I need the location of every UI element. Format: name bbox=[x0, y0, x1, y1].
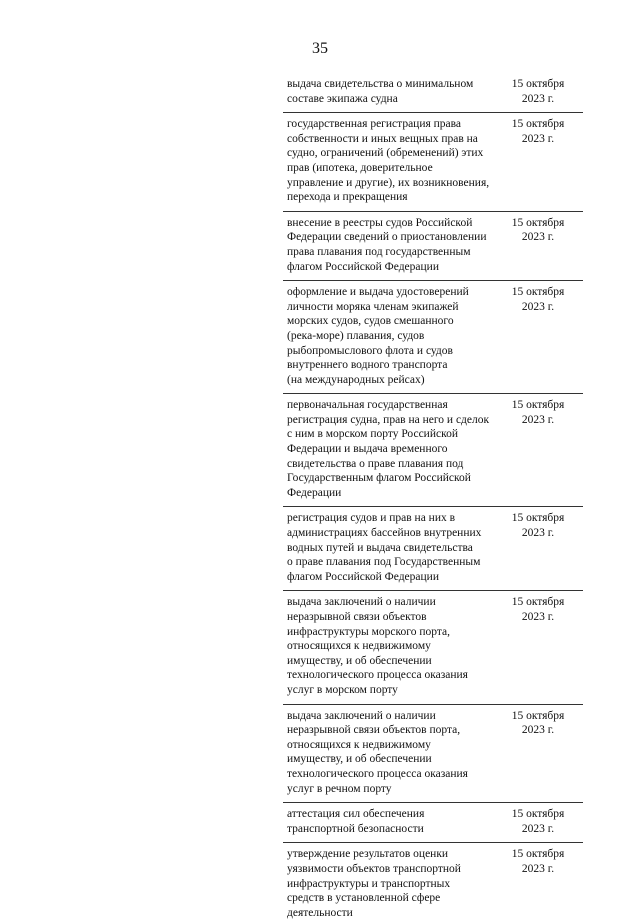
service-description bbox=[283, 77, 493, 106]
description-line: относящихся к недвижимому bbox=[287, 640, 431, 653]
description-line: свидетельства о праве плавания под bbox=[287, 457, 464, 470]
description-line: технологического процесса оказания bbox=[287, 669, 468, 682]
description-line: инфраструктуры морского порта, bbox=[287, 625, 450, 638]
service-description bbox=[283, 398, 493, 500]
table-row bbox=[283, 280, 583, 387]
date-day-month: 15 октября bbox=[511, 848, 565, 861]
description-line: оформление и выдача удостоверений bbox=[287, 286, 469, 299]
service-description bbox=[283, 847, 493, 920]
description-line: средств в установленной сфере bbox=[287, 892, 441, 905]
table-row bbox=[283, 506, 583, 584]
description-line: (на международных рейсах) bbox=[287, 373, 425, 386]
description-line: рыбопромыслового флота и судов bbox=[287, 344, 453, 357]
description-line: технологического процесса оказания bbox=[287, 767, 468, 780]
description-line: Государственным флагом Российской bbox=[287, 472, 471, 485]
deadline-date bbox=[493, 847, 583, 876]
description-line: Федерации и выдача временного bbox=[287, 443, 448, 456]
description-line: относящихся к недвижимому bbox=[287, 738, 431, 751]
table-row bbox=[283, 842, 583, 920]
deadline-date bbox=[493, 285, 583, 314]
table-row bbox=[283, 590, 583, 697]
service-description bbox=[283, 709, 493, 797]
deadline-date bbox=[493, 216, 583, 245]
description-line: морских судов, судов смешанного bbox=[287, 315, 454, 328]
date-year: 2023 г. bbox=[521, 231, 555, 244]
description-line: неразрывной связи объектов порта, bbox=[287, 724, 461, 737]
description-line: собственности и иных вещных прав на bbox=[287, 132, 478, 145]
description-line: государственная регистрация права bbox=[287, 118, 462, 131]
table-row bbox=[283, 704, 583, 797]
description-line: инфраструктуры и транспортных bbox=[287, 877, 451, 890]
description-line: флагом Российской Федерации bbox=[287, 260, 439, 273]
date-year: 2023 г. bbox=[521, 822, 555, 835]
description-line: выдача заключений о наличии bbox=[287, 596, 436, 609]
description-line: составе экипажа судна bbox=[287, 92, 398, 105]
page-number: 35 bbox=[312, 40, 328, 57]
schedule-table bbox=[283, 77, 583, 920]
deadline-date bbox=[493, 511, 583, 540]
description-line: транспортной безопасности bbox=[287, 822, 424, 835]
date-year: 2023 г. bbox=[521, 611, 555, 623]
date-year: 2023 г. bbox=[521, 300, 555, 313]
date-year: 2023 г. bbox=[521, 92, 555, 105]
deadline-date bbox=[493, 807, 583, 836]
table-row bbox=[283, 393, 583, 500]
date-year: 2023 г. bbox=[521, 527, 555, 540]
description-line: судно, ограничений (обременений) этих bbox=[287, 147, 484, 160]
date-year: 2023 г. bbox=[521, 132, 555, 145]
description-line: аттестация сил обеспечения bbox=[287, 808, 425, 821]
description-line: имуществу, и об обеспечении bbox=[287, 654, 432, 667]
service-description bbox=[283, 595, 493, 697]
date-day-month: 15 октября bbox=[511, 78, 565, 90]
description-line: водных путей и выдача свидетельства bbox=[287, 541, 473, 554]
deadline-date bbox=[493, 117, 583, 146]
deadline-date bbox=[493, 709, 583, 738]
date-day-month: 15 октября bbox=[511, 216, 565, 229]
service-description bbox=[283, 216, 493, 274]
date-day-month: 15 октября bbox=[511, 286, 565, 299]
description-line: Федерации bbox=[287, 486, 342, 499]
table-row bbox=[283, 211, 583, 274]
description-line: выдача заключений о наличии bbox=[287, 709, 436, 722]
description-line: о праве плавания под Государственным bbox=[287, 556, 481, 569]
description-line: управление и другие), их возникновения, bbox=[287, 176, 490, 189]
description-line: уязвимости объектов транспортной bbox=[287, 862, 461, 875]
description-line: (река-море) плавания, судов bbox=[287, 329, 425, 342]
date-day-month: 15 октября bbox=[511, 596, 565, 609]
description-line: Федерации сведений о приостановлении bbox=[287, 231, 487, 244]
deadline-date bbox=[493, 398, 583, 427]
date-day-month: 15 октября bbox=[511, 399, 565, 412]
description-line: регистрация судов и прав на них в bbox=[287, 512, 456, 525]
description-line: флагом Российской Федерации bbox=[287, 570, 439, 583]
description-line: имуществу, и об обеспечении bbox=[287, 753, 432, 766]
description-line: деятельности bbox=[287, 906, 353, 919]
description-line: утверждение результатов оценки bbox=[287, 848, 449, 861]
date-day-month: 15 октября bbox=[511, 512, 565, 525]
service-description bbox=[283, 285, 493, 387]
description-line: услуг в речном порту bbox=[287, 782, 392, 795]
deadline-date bbox=[493, 77, 583, 106]
description-line: выдача свидетельства о минимальном bbox=[287, 78, 474, 90]
description-line: услуг в морском порту bbox=[287, 683, 398, 696]
description-line: первоначальная государственная bbox=[287, 399, 448, 412]
date-day-month: 15 октября bbox=[511, 709, 565, 722]
description-line: регистрация судна, прав на него и сделок bbox=[287, 413, 490, 426]
description-line: права плавания под государственным bbox=[287, 245, 471, 258]
deadline-date bbox=[493, 595, 583, 624]
table-row bbox=[283, 802, 583, 836]
description-line: с ним в морском порту Российской bbox=[287, 428, 458, 441]
table-row bbox=[283, 112, 583, 205]
date-day-month: 15 октября bbox=[511, 118, 565, 131]
table-row bbox=[283, 77, 583, 106]
date-year: 2023 г. bbox=[521, 862, 555, 875]
service-description bbox=[283, 511, 493, 584]
description-line: личности моряка членам экипажей bbox=[287, 300, 459, 313]
description-line: неразрывной связи объектов bbox=[287, 611, 427, 623]
description-line: внутреннего водного транспорта bbox=[287, 359, 448, 372]
date-year: 2023 г. bbox=[521, 413, 555, 426]
date-year: 2023 г. bbox=[521, 724, 555, 737]
service-description bbox=[283, 117, 493, 205]
description-line: перехода и прекращения bbox=[287, 191, 408, 204]
description-line: прав (ипотека, доверительное bbox=[287, 161, 433, 174]
description-line: внесение в реестры судов Российской bbox=[287, 216, 473, 229]
description-line: администрациях бассейнов внутренних bbox=[287, 527, 482, 540]
date-day-month: 15 октября bbox=[511, 808, 565, 821]
service-description bbox=[283, 807, 493, 836]
